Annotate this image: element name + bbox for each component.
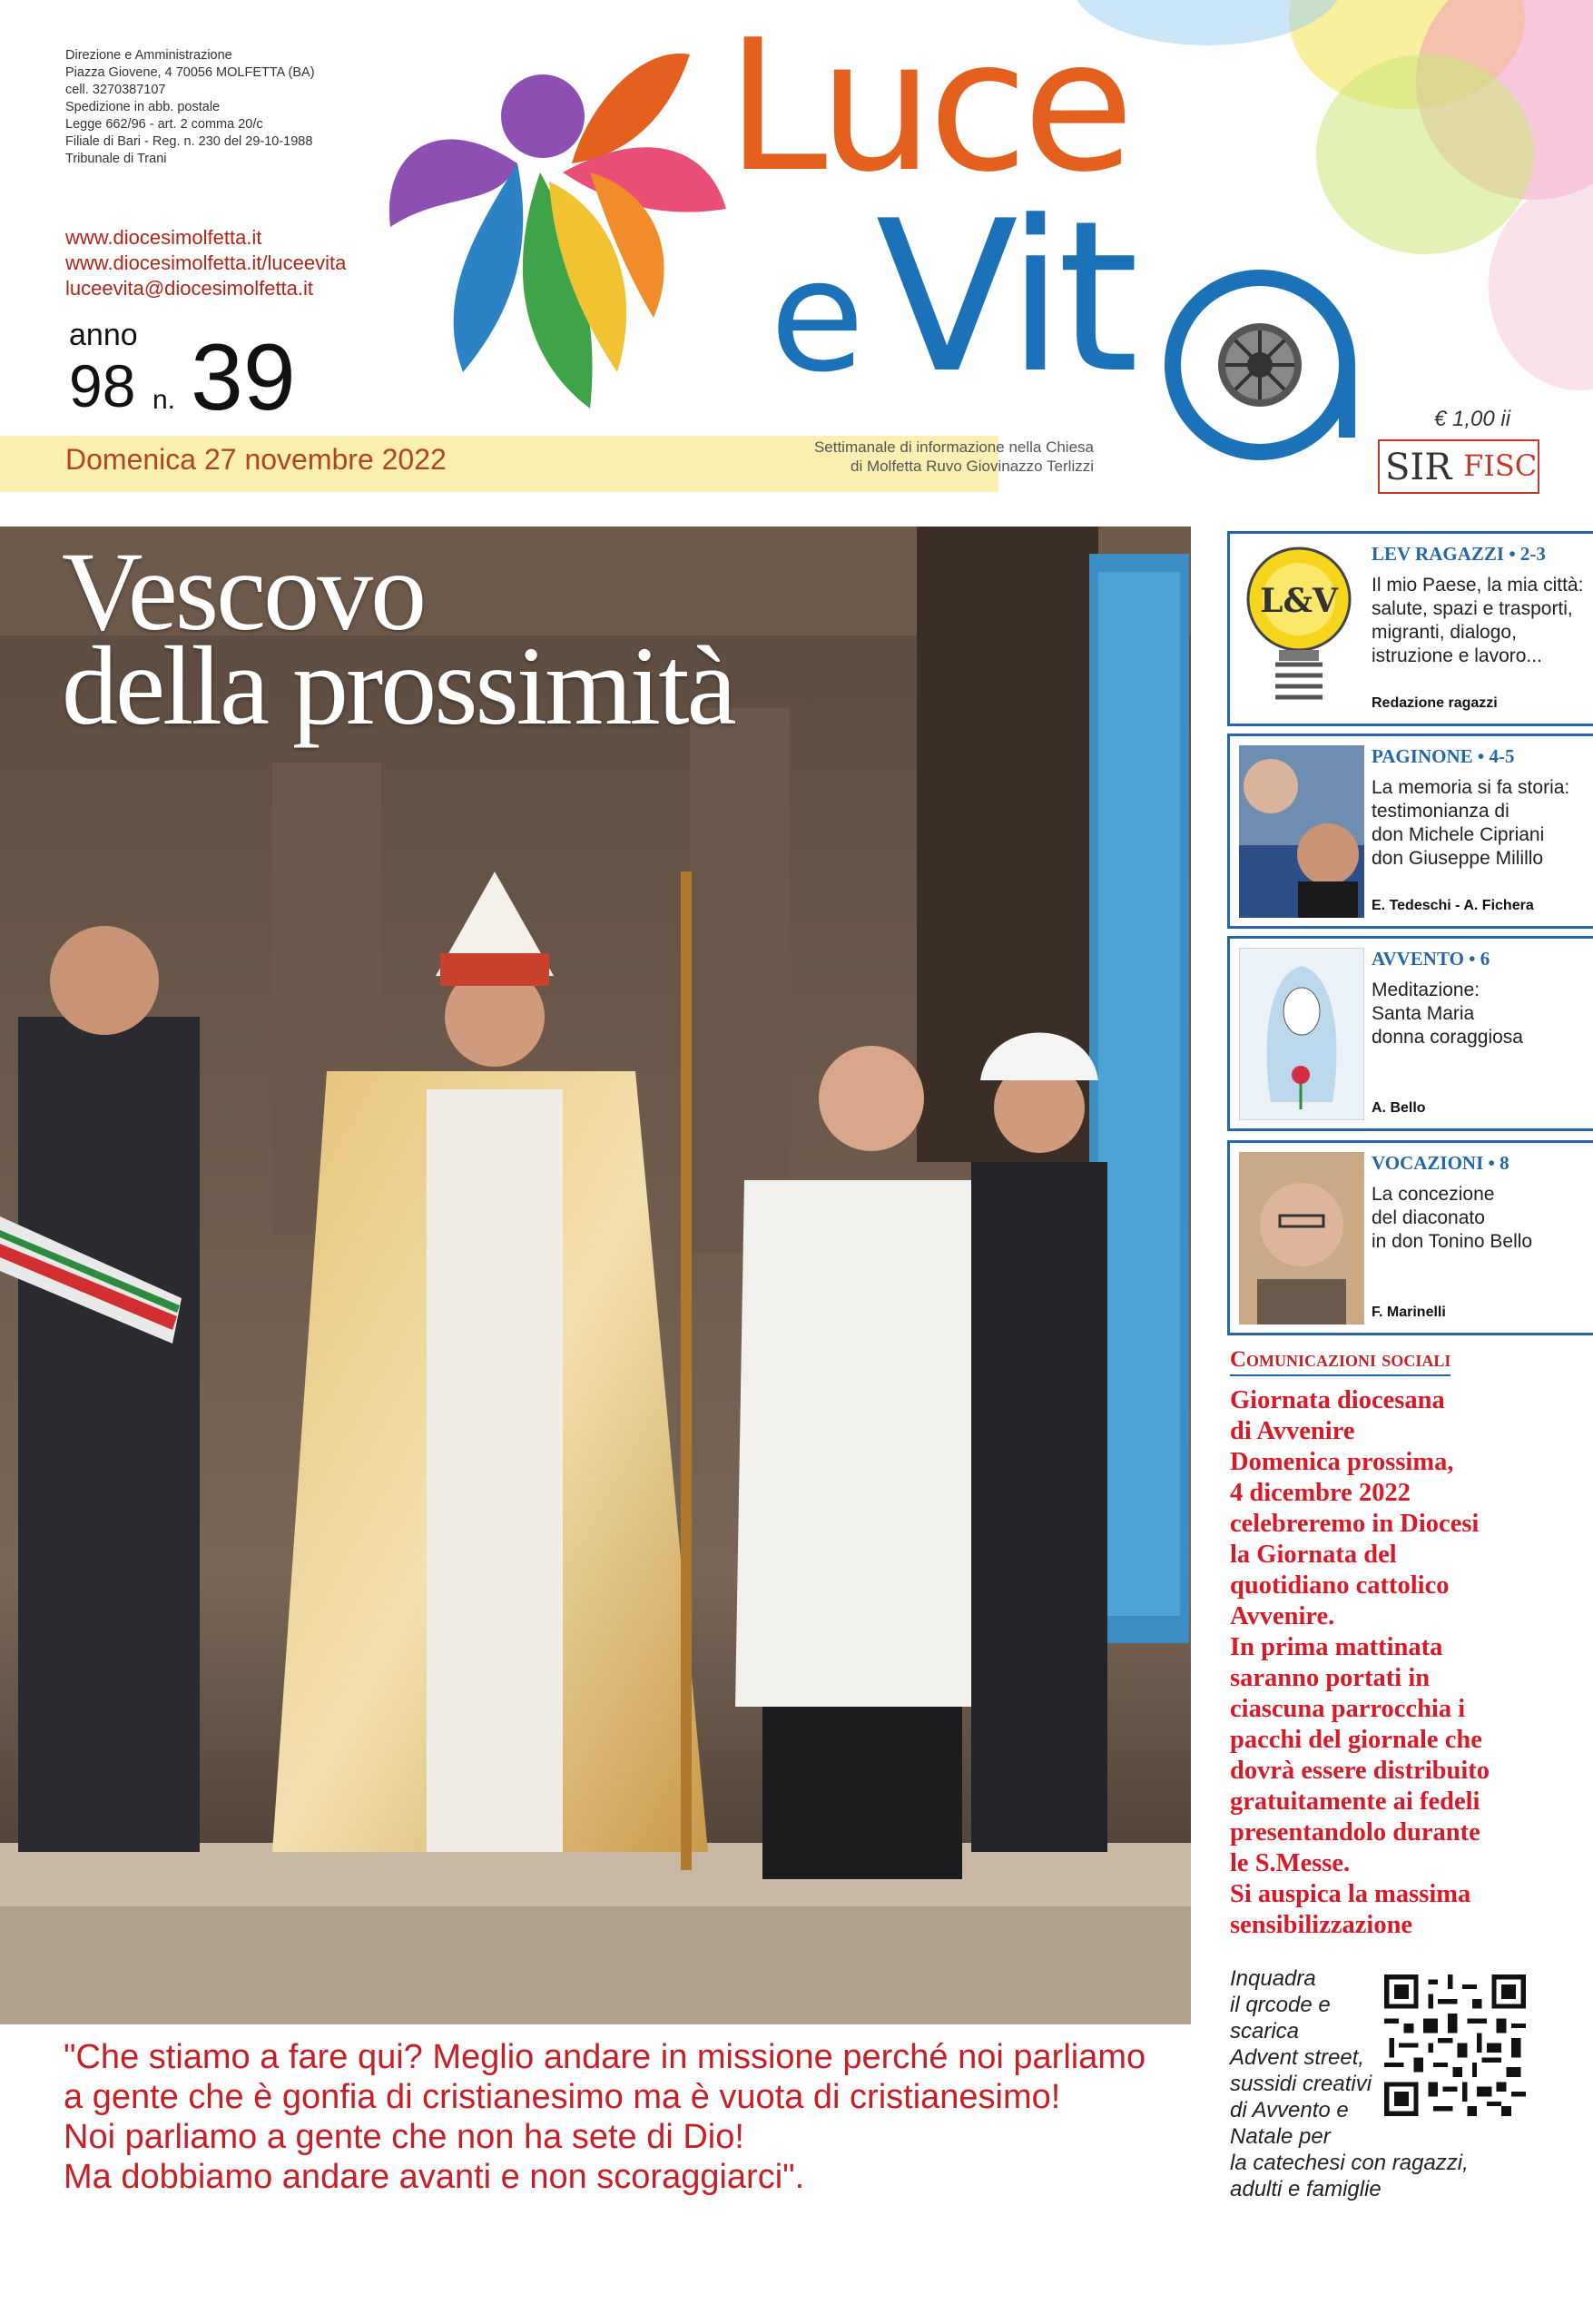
text-line: la Giornata del <box>1230 1541 1397 1569</box>
tagline-line: Settimanale di informazione nella Chiesa <box>813 438 1094 456</box>
sidebar-box-avvento[interactable] <box>1227 936 1593 1131</box>
info-line: Filiale di Bari - Reg. n. 230 del 29-10-1988 <box>65 134 313 149</box>
text-line: pacchi del giornale che <box>1230 1726 1482 1754</box>
text-line: In prima mattinata <box>1230 1633 1443 1661</box>
sidebar-box-lev-ragazzi[interactable] <box>1227 531 1593 726</box>
text-line: ciascuna parrocchia i <box>1230 1695 1466 1723</box>
text-line: Meditazione: <box>1372 980 1480 1000</box>
text-line: migranti, dialogo, <box>1372 622 1517 643</box>
text-line: Santa Maria <box>1372 1003 1475 1024</box>
text-line: di Avvento e <box>1230 2098 1349 2122</box>
text-line: Giornata diocesana <box>1230 1386 1445 1414</box>
lightbulb-icon <box>1239 543 1364 715</box>
text-line: presentandolo durante <box>1230 1818 1480 1846</box>
text-line: Si auspica la massima <box>1230 1880 1471 1908</box>
comunicazioni-sociali-title: Comunicazioni sociali <box>1230 1347 1450 1376</box>
section-author: Redazione ragazzi <box>1372 695 1498 711</box>
text-line: 4 dicembre 2022 <box>1230 1479 1411 1507</box>
text-line: il qrcode e <box>1230 1993 1331 2017</box>
logo-emblem-icon <box>381 27 762 454</box>
text-line: Il mio Paese, la mia città: <box>1372 575 1584 596</box>
text-line: don Giuseppe Milillo <box>1372 848 1544 869</box>
section-author: A. Bello <box>1372 1100 1426 1116</box>
text-line: istruzione e lavoro... <box>1372 645 1542 666</box>
text-line: La memoria si fa storia: <box>1372 777 1570 798</box>
info-line: Piazza Giovene, 4 70056 MOLFETTA (BA) <box>65 65 315 80</box>
rose-window-at-icon <box>1160 265 1360 465</box>
text-line: donna coraggiosa <box>1372 1027 1523 1048</box>
section-text <box>1372 776 1589 871</box>
info-line: Legge 662/96 - art. 2 comma 20/c <box>65 117 263 132</box>
portrait-photo <box>1239 745 1364 918</box>
text-line: Inquadra <box>1230 1966 1316 1991</box>
text-line: Natale per <box>1230 2124 1331 2149</box>
section-author: F. Marinelli <box>1372 1305 1446 1320</box>
section-text <box>1372 574 1589 668</box>
issue-number <box>69 318 323 430</box>
sir-fisc-logo <box>1378 439 1539 494</box>
sir-label: SIR <box>1385 447 1452 488</box>
tagline-line: di Molfetta Ruvo Giovinazzo Terlizzi <box>850 458 1094 475</box>
quote <box>64 2037 1198 2197</box>
text-line: celebreremo in Diocesi <box>1230 1510 1480 1538</box>
section-title: VOCAZIONI • 8 <box>1372 1152 1509 1174</box>
quote-line: a gente che è gonfia di cristianesimo ma è vuota di cristianesimo! <box>64 2078 1061 2116</box>
text-line: di Avvenire <box>1230 1417 1355 1445</box>
section-author: E. Tedeschi - A. Fichera <box>1372 898 1534 913</box>
text-line: salute, spazi e trasporti, <box>1372 598 1573 619</box>
quote-line: "Che stiamo a fare qui? Meglio andare in missione perché noi parliamo <box>64 2038 1146 2076</box>
section-text <box>1372 979 1589 1049</box>
text-line: Advent street, <box>1230 2045 1365 2070</box>
email-link[interactable]: luceevita@diocesimolfetta.it <box>65 277 314 300</box>
sidebar-box-paginone[interactable] <box>1227 734 1593 929</box>
anno-label: anno <box>69 318 138 352</box>
price: € 1,00 ii <box>1434 407 1511 431</box>
info-line: Direzione e Amministrazione <box>65 48 232 63</box>
section-title: AVVENTO • 6 <box>1372 948 1490 970</box>
text-line: quotidiano cattolico <box>1230 1571 1450 1600</box>
text-line: saranno portati in <box>1230 1664 1431 1692</box>
info-line: Spedizione in abb. postale <box>65 100 221 114</box>
contacts <box>65 225 346 301</box>
text-line: testimonianza di <box>1372 801 1509 822</box>
qr-code-icon[interactable] <box>1384 1974 1526 2116</box>
text-line: gratuitamente ai fedeli <box>1230 1787 1480 1816</box>
section-title: LEV RAGAZZI • 2-3 <box>1372 543 1546 565</box>
quote-line: Noi parliamo a gente che non ha sete di Dio! <box>64 2118 744 2156</box>
bishop-ceremony-photo <box>0 527 1191 2024</box>
sidebar-box-vocazioni[interactable] <box>1227 1140 1593 1335</box>
publisher-info <box>65 47 374 168</box>
text-line: La concezione <box>1372 1184 1495 1205</box>
text-line: adulti e famiglie <box>1230 2177 1382 2201</box>
tagline <box>713 438 1094 476</box>
text-line: le S.Messe. <box>1230 1849 1351 1877</box>
section-text <box>1372 1183 1589 1254</box>
lev-logo-text: L&V <box>1260 582 1338 620</box>
qr-instructions <box>1230 1965 1469 2202</box>
quote-line: Ma dobbiamo andare avanti e non scoraggiarci". <box>64 2158 805 2196</box>
website-link[interactable]: www.diocesimolfetta.it <box>65 226 262 249</box>
info-line: Tribunale di Trani <box>65 152 167 166</box>
logo-luce: Luce <box>726 1 1129 212</box>
luceevita-link[interactable]: www.diocesimolfetta.it/luceevita <box>65 251 347 274</box>
year-value: 98 <box>69 352 136 419</box>
number-value: 39 <box>191 325 296 430</box>
info-line: cell. 3270387107 <box>65 83 166 97</box>
fisc-label: FISC <box>1463 448 1538 483</box>
text-line: don Michele Cipriani <box>1372 824 1545 845</box>
headline <box>62 529 969 748</box>
issue-date: Domenica 27 novembre 2022 <box>65 443 447 476</box>
headline-line: Vescovo <box>62 529 425 654</box>
text-line: sussidi creativi <box>1230 2072 1372 2096</box>
headline-line: della prossimità <box>62 624 734 748</box>
portrait-photo <box>1239 1152 1364 1324</box>
text-line: dovrà essere distribuito <box>1230 1757 1490 1785</box>
text-line: del diaconato <box>1372 1207 1485 1228</box>
text-line: scarica <box>1230 2019 1300 2043</box>
logo-vit: Vit <box>875 177 1132 419</box>
text-line: in don Tonino Bello <box>1372 1231 1533 1252</box>
comunicazioni-sociali-text <box>1230 1385 1588 1941</box>
logo-evita <box>770 177 1132 421</box>
madonna-drawing <box>1239 948 1364 1120</box>
text-line: sensibilizzazione <box>1230 1911 1413 1939</box>
text-line: la catechesi con ragazzi, <box>1230 2151 1469 2175</box>
text-line: Avvenire. <box>1230 1602 1335 1630</box>
logo-e: e <box>770 227 865 407</box>
decor-petal-green <box>1316 54 1534 254</box>
number-label: n. <box>152 385 176 415</box>
section-title: PAGINONE • 4-5 <box>1372 745 1515 767</box>
text-line: Domenica prossima, <box>1230 1448 1454 1476</box>
